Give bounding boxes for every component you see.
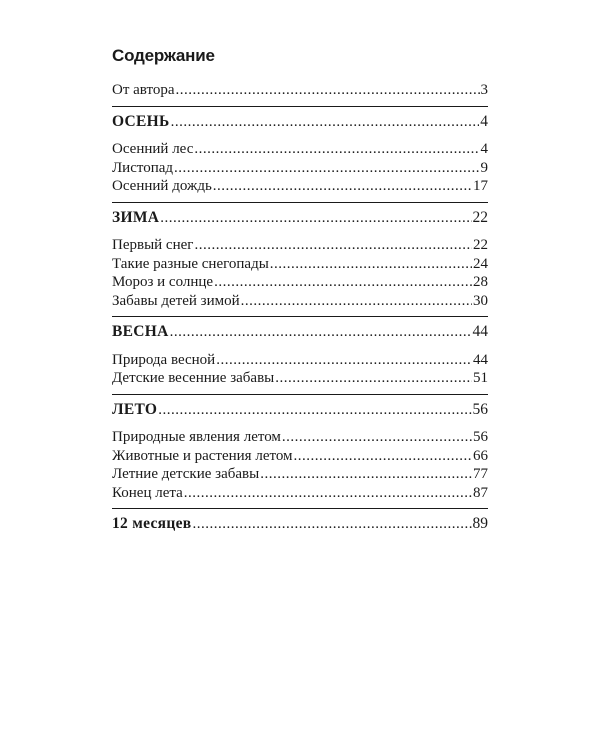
toc-entry	[112, 159, 488, 178]
toc-entry-page: 56	[472, 400, 488, 418]
toc-entry	[112, 255, 488, 274]
toc-entry-page: 56	[473, 429, 488, 445]
toc-section-summer	[112, 401, 488, 420]
toc-section-label: 12 месяцев	[112, 515, 192, 532]
toc-entry-page: 17	[473, 178, 488, 194]
toc-section-label: ЛЕТО	[112, 400, 158, 418]
toc-leader-dots	[275, 369, 472, 388]
toc-leader-dots	[216, 351, 472, 370]
toc-section-label: ВЕСНА	[112, 323, 169, 340]
table-of-contents	[112, 44, 488, 534]
toc-entry-page: 30	[473, 292, 488, 309]
toc-entry-page: 4	[480, 141, 488, 157]
toc-entry-label: От автора	[112, 82, 175, 98]
toc-entry-label: Забавы детей зимой	[112, 292, 240, 309]
toc-section-label: ЗИМА	[112, 208, 160, 226]
toc-entry-page: 89	[472, 515, 488, 532]
toc-entry-label: Конец лета	[112, 484, 183, 501]
toc-leader-dots	[213, 177, 472, 196]
toc-entry	[112, 447, 488, 466]
toc-entry-page: 66	[473, 447, 488, 464]
toc-entry	[112, 177, 488, 196]
toc-leader-dots	[282, 428, 472, 447]
toc-entry-label: Осенний дождь	[112, 178, 212, 194]
toc-entry-page: 44	[472, 323, 488, 340]
section-divider	[112, 508, 488, 509]
toc-entry-page: 51	[473, 370, 488, 386]
toc-leader-dots	[241, 292, 472, 311]
toc-entry-label: Мороз и солнце	[112, 274, 214, 290]
toc-entry-page: 77	[473, 466, 488, 482]
toc-leader-dots	[270, 255, 472, 274]
toc-section-months	[112, 515, 488, 534]
toc-leader-dots	[194, 140, 479, 159]
section-divider	[112, 202, 488, 203]
toc-entry-label: Такие разные снегопады	[112, 255, 269, 272]
toc-leader-dots	[176, 81, 480, 100]
toc-entry-page: 22	[473, 237, 488, 253]
toc-entry-label: Летние детские забавы	[112, 466, 260, 482]
toc-title: Содержание	[112, 46, 215, 65]
toc-leader-dots	[170, 323, 472, 342]
toc-entry-page: 24	[473, 255, 488, 272]
toc-entry-label: Природа весной	[112, 351, 216, 368]
toc-entry-label: Природные явления летом	[112, 429, 281, 445]
spacer	[112, 227, 488, 236]
toc-entry	[112, 273, 488, 292]
section-divider	[112, 394, 488, 395]
toc-entry	[112, 292, 488, 311]
toc-section-label: ОСЕНЬ	[112, 112, 170, 130]
toc-entry-page: 4	[480, 112, 488, 130]
toc-leader-dots	[214, 273, 472, 292]
toc-entry-page: 28	[473, 274, 488, 290]
toc-entry	[112, 369, 488, 388]
section-divider	[112, 106, 488, 107]
toc-entry-intro	[112, 81, 488, 100]
spacer	[112, 131, 488, 140]
toc-entry-label: Животные и растения летом	[112, 447, 293, 464]
toc-leader-dots	[192, 515, 471, 534]
toc-entry	[112, 236, 488, 255]
toc-entry-label: Первый снег	[112, 237, 194, 253]
toc-entry	[112, 351, 488, 370]
toc-leader-dots	[260, 465, 472, 484]
toc-entry-page: 3	[480, 82, 488, 98]
spacer	[112, 419, 488, 428]
toc-entry-page: 9	[480, 159, 488, 176]
toc-entry-page: 22	[472, 208, 488, 226]
toc-entry-label: Осенний лес	[112, 141, 194, 157]
toc-leader-dots	[171, 113, 480, 132]
toc-entry	[112, 484, 488, 503]
toc-entry-label: Листопад	[112, 159, 174, 176]
toc-entry-page: 87	[473, 484, 488, 501]
toc-entry-page: 44	[473, 351, 488, 368]
toc-entry-label: Детские весенние забавы	[112, 370, 275, 386]
toc-section-spring	[112, 323, 488, 342]
toc-section-autumn	[112, 113, 488, 132]
toc-entry	[112, 465, 488, 484]
toc-entry	[112, 428, 488, 447]
toc-section-winter	[112, 209, 488, 228]
toc-leader-dots	[294, 447, 472, 466]
toc-leader-dots	[184, 484, 472, 503]
toc-leader-dots	[194, 236, 472, 255]
section-divider	[112, 316, 488, 317]
spacer	[112, 342, 488, 351]
toc-leader-dots	[174, 159, 479, 178]
toc-leader-dots	[158, 401, 471, 420]
toc-leader-dots	[160, 209, 471, 228]
toc-entry	[112, 140, 488, 159]
